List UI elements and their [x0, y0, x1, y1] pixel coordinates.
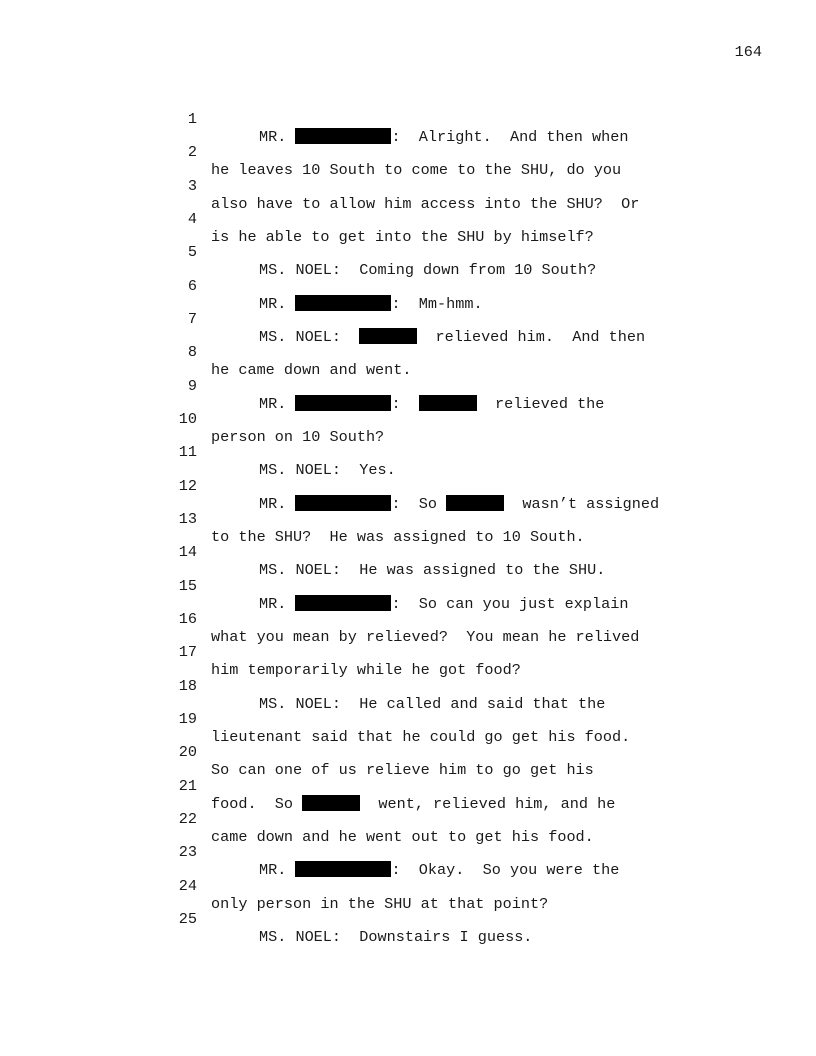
line-text [211, 861, 619, 879]
line-text [211, 295, 483, 313]
line-number: 15 [178, 577, 197, 595]
line-number: 25 [178, 910, 197, 928]
speaker-label: MR. [259, 128, 296, 146]
line-content: to the SHU? He was assigned to 10 South. [211, 528, 585, 546]
line-text [211, 561, 605, 579]
line-number: 12 [178, 477, 197, 495]
line-number: 17 [178, 643, 197, 661]
line-content: wasn’t assigned [504, 495, 660, 513]
line-number: 8 [187, 343, 197, 361]
line-number: 5 [187, 243, 197, 261]
speaker-label: MR. [259, 595, 296, 613]
line-content: person on 10 South? [211, 428, 385, 446]
line-text [211, 795, 615, 813]
speaker-label: MS. NOEL: [259, 328, 360, 346]
line-text [211, 128, 628, 146]
line-number: 13 [178, 510, 197, 528]
line-number: 3 [187, 177, 197, 195]
line-content: went, relieved him, and he [360, 795, 616, 813]
line-content: MS. NOEL: Downstairs I guess. [259, 928, 533, 946]
line-number: 20 [178, 743, 197, 761]
line-content: So can one of us relieve him to go get his [211, 761, 594, 779]
line-content: MS. NOEL: Coming down from 10 South? [259, 261, 597, 279]
line-content: : Mm-hmm. [391, 295, 483, 313]
line-content: only person in the SHU at that point? [211, 895, 549, 913]
line-number: 18 [178, 677, 197, 695]
line-text [211, 928, 532, 946]
line-number: 24 [178, 877, 197, 895]
line-content: relieved the [476, 395, 605, 413]
line-text [211, 595, 628, 613]
redaction-bar [419, 395, 477, 411]
line-number: 2 [187, 143, 197, 161]
speaker-label: MR. [259, 495, 296, 513]
speaker-label: MR. [259, 295, 296, 313]
line-content: also have to allow him access into the SHU? Or [211, 195, 640, 213]
line-content: lieutenant said that he could go get his food. [211, 728, 631, 746]
line-content: what you mean by relieved? You mean he relived [211, 628, 640, 646]
line-number: 23 [178, 843, 197, 861]
speaker-label: MR. [259, 395, 296, 413]
line-content: came down and he went out to get his food. [211, 828, 594, 846]
line-content: is he able to get into the SHU by himself? [211, 228, 594, 246]
line-number: 6 [187, 277, 197, 295]
redaction-bar [295, 495, 391, 511]
line-content: MS. NOEL: He was assigned to the SHU. [259, 561, 606, 579]
line-content: food. So [211, 795, 303, 813]
line-content: he leaves 10 South to come to the SHU, do you [211, 161, 622, 179]
line-number: 11 [178, 443, 197, 461]
line-number: 9 [187, 377, 197, 395]
line-number: 4 [187, 210, 197, 228]
line-content: : So can you just explain [391, 595, 629, 613]
redaction-bar [295, 861, 391, 877]
line-text [211, 395, 604, 413]
redaction-bar [295, 395, 391, 411]
line-text [211, 328, 645, 346]
line-content: : Okay. So you were the [391, 861, 620, 879]
line-content: MS. NOEL: Yes. [259, 461, 396, 479]
line-number: 22 [178, 810, 197, 828]
line-content: relieved him. And then [417, 328, 646, 346]
line-text [211, 261, 596, 279]
line-number: 1 [187, 110, 197, 128]
redaction-bar [359, 328, 417, 344]
line-number: 10 [178, 410, 197, 428]
line-content: : So [391, 495, 447, 513]
line-number: 14 [178, 543, 197, 561]
line-number: 21 [178, 777, 197, 795]
line-text [211, 461, 396, 479]
line-content: him temporarily while he got food? [211, 661, 521, 679]
line-number: 7 [187, 310, 197, 328]
transcript-line [0, 92, 629, 146]
speaker-label: MR. [259, 861, 296, 879]
redaction-bar [295, 595, 391, 611]
redaction-bar [295, 128, 391, 144]
page-number: 164 [734, 43, 762, 61]
line-text [211, 695, 605, 713]
line-content: MS. NOEL: He called and said that the [259, 695, 606, 713]
redaction-bar [446, 495, 504, 511]
line-number: 16 [178, 610, 197, 628]
line-number: 19 [178, 710, 197, 728]
line-content: : Alright. And then when [391, 128, 629, 146]
redaction-bar [295, 295, 391, 311]
line-content: he came down and went. [211, 361, 412, 379]
line-text [211, 495, 659, 513]
line-content: : [391, 395, 419, 413]
redaction-bar [302, 795, 360, 811]
